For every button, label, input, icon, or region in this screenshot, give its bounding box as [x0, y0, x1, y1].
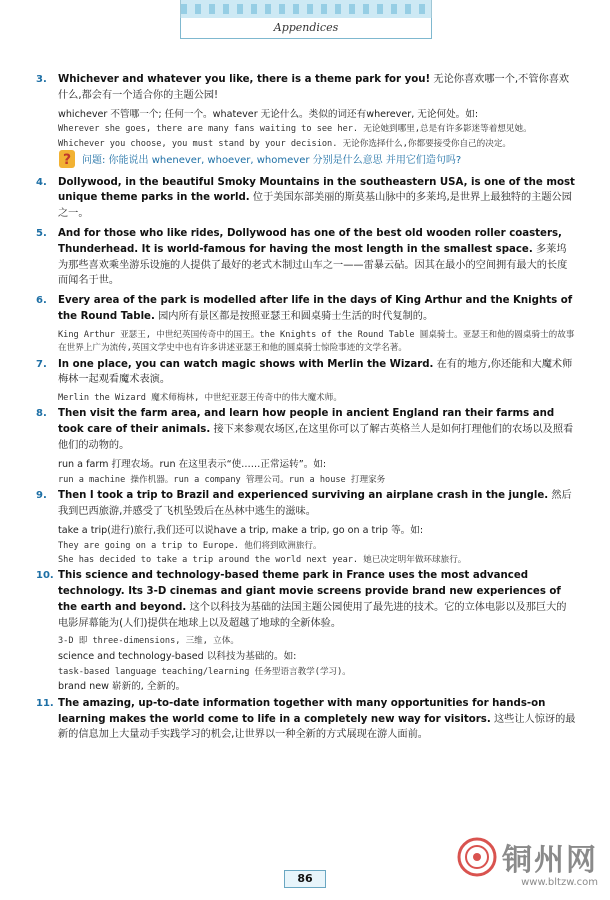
item-9 — [36, 488, 576, 520]
item-10 — [36, 568, 576, 631]
watermark-logo-icon — [457, 837, 497, 877]
note: whichever 不管哪一个; 任何一个。whatever 无论什么。类似的词还有wherever, 无论何处。如: — [58, 108, 479, 120]
english-sentence: This science and technology-based theme park in France uses the most advanced technology. Its 3-D cinemas and giant movie screens provide brand new experiences of the earth and beyond. — [58, 570, 561, 613]
english-sentence: And for those who like rides, Dollywood has one of the best old wooden roller coasters, Thunderhead. It is world-famous for having the most length in the smallest space. — [58, 228, 562, 255]
question-mark-icon — [58, 149, 76, 169]
item-number: 6. — [36, 295, 47, 307]
item-number: 8. — [36, 408, 47, 420]
chinese-translation: 位于美国东部美丽的斯莫基山脉中的多莱坞,是世界上最独特的主题公园之一。 — [58, 192, 572, 220]
item-5 — [36, 226, 576, 289]
note: King Arthur 亚瑟王, 中世纪英国传奇中的国王。the Knights of the Round Table 圆桌骑士。亚瑟王和他的圆桌骑士的故事在世界上广为流传,英国文学史中也有许多讲述亚瑟王和他的圆桌骑士惊险事迹的文学名著。 — [58, 329, 575, 354]
item-3 — [36, 72, 576, 104]
watermark-url: www.bltzw.com — [521, 877, 598, 888]
example-sentence: Wherever she goes, there are many fans waiting to see her. 无论她到哪里,总是有许多影迷等着想见她。 — [58, 124, 532, 135]
example-sentence: run a machine 操作机器。run a company 管理公司。run a house 打理家务 — [58, 474, 386, 485]
chinese-translation: 多莱坞为那些喜欢乘坐游乐设施的人提供了最好的老式木制过山车之一——雷暴云砧。因其在最小的空间拥有最大的长度而闻名于世。 — [58, 243, 568, 287]
item-number: 10. — [36, 570, 54, 582]
note: take a trip(进行)旅行,我们还可以说have a trip, make a trip, go on a trip 等。如: — [58, 524, 424, 536]
item-number: 3. — [36, 74, 47, 85]
chinese-translation: 然后我到巴西旅游,并感受了飞机坠毁后在丛林中逃生的滋味。 — [58, 490, 572, 517]
example-sentence: Whichever you choose, you must stand by your decision. 无论你选择什么,你都要接受你自己的决定。 — [58, 138, 512, 149]
note: science and technology-based 以科技为基础的。如: — [58, 650, 297, 662]
english-sentence: Every area of the park is modelled after life in the days of King Arthur and the Knights of the Round Table. — [58, 295, 573, 323]
english-sentence: Whichever and whatever you like, there is a theme park for you! — [58, 74, 431, 85]
example-sentence: She has decided to take a trip around the world next year. 她已决定明年做环球旅行。 — [58, 554, 467, 565]
chinese-translation: 无论你喜欢哪一个,不管你喜欢什么,都会有一个适合你的主题公园! — [58, 74, 570, 101]
banner-pattern — [181, 4, 431, 14]
item-number: 11. — [36, 697, 54, 709]
item-4 — [36, 175, 576, 222]
item-6 — [36, 293, 576, 325]
top-banner — [180, 0, 432, 18]
item-7 — [36, 357, 576, 389]
english-sentence: Then I took a trip to Brazil and experienced surviving an airplane crash in the jungle. — [58, 490, 549, 502]
appendices-tab: Appendices — [180, 18, 432, 39]
example-sentence: They are going on a trip to Europe. 他们将到欧洲旅行。 — [58, 540, 322, 551]
chinese-translation: 接下来参观农场区,在这里你可以了解古英格兰人是如何打理他们的农场以及照看他们的动物的。 — [58, 424, 574, 452]
item-number: 9. — [36, 490, 47, 502]
note: run a farm 打理农场。run 在这里表示“使……正常运转”。如: — [58, 458, 327, 470]
english-sentence: In one place, you can watch magic shows with Merlin the Wizard. — [58, 358, 434, 370]
item-number: 5. — [36, 228, 47, 240]
chinese-translation: 在有的地方,你还能和大魔术师梅林一起观看魔术表演。 — [58, 358, 573, 386]
english-sentence: The amazing, up-to-date information together with many opportunities for hands-on learning makes the world come to life in a completely new way for visitors. — [58, 697, 546, 725]
chinese-translation: 这些让人惊讶的最新的信息加上大量动手实践学习的机会,让世界以一种全新的方式展现在游人面前。 — [58, 713, 576, 741]
page-number: 86 — [284, 870, 326, 888]
svg-text:?: ? — [62, 152, 72, 169]
main-content — [36, 72, 576, 747]
question-text: 问题: 你能说出 whenever, whoever, whomever 分别是什么意思 并用它们造句吗? — [82, 155, 462, 167]
question-prompt — [36, 153, 576, 169]
english-sentence: Dollywood, in the beautiful Smoky Mountains in the southeastern USA, is one of the most unique theme parks in the world. — [58, 176, 575, 204]
example-sentence: task-based language teaching/learning 任务型语言教学(学习)。 — [58, 666, 351, 677]
english-sentence: Then visit the farm area, and learn how people in ancient England ran their farms and took care of their animals. — [58, 408, 555, 436]
note: brand new 崭新的, 全新的。 — [58, 680, 186, 692]
item-8 — [36, 406, 576, 453]
item-number: 4. — [36, 176, 47, 188]
item-11 — [36, 696, 576, 743]
note: 3-D 即 three-dimensions, 三维, 立体。 — [58, 636, 239, 647]
item-number: 7. — [36, 358, 47, 370]
note: Merlin the Wizard 魔术师梅林, 中世纪亚瑟王传奇中的伟大魔术师。 — [58, 393, 342, 404]
chinese-translation: 园内所有景区都是按照亚瑟王和圆桌骑士生活的时代复制的。 — [154, 311, 434, 323]
watermark — [457, 835, 598, 888]
chinese-translation: 这个以科技为基础的法国主题公园使用了最先进的技术。它的立体电影以及那巨大的电影屏幕能为(人们)提供在地球上以及超越了地球的全新体验。 — [58, 601, 567, 629]
watermark-title: 铜州网 — [502, 843, 598, 878]
